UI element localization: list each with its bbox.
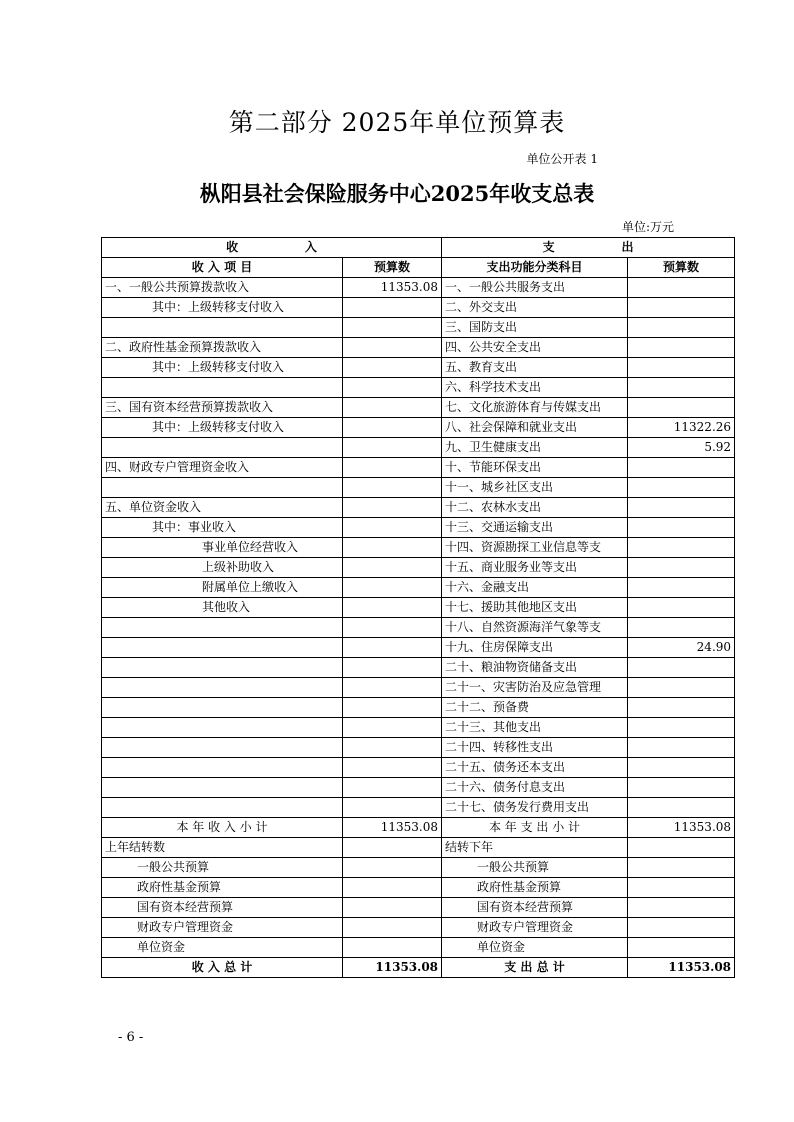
income-amount-cell [343, 438, 442, 458]
income-item-cell [102, 638, 343, 658]
table-row [102, 498, 735, 518]
expense-item-cell: 十九、住房保障支出 [442, 638, 628, 658]
expense-item-cell: 十三、交通运输支出 [442, 518, 628, 538]
table-title: 枞阳县社会保险服务中心2025年收支总表 [199, 181, 595, 206]
income-amount-cell [343, 298, 442, 318]
income-amount-cell [343, 758, 442, 778]
expense-item-cell: 十、节能环保支出 [442, 458, 628, 478]
income-amount-cell [343, 618, 442, 638]
table-row [102, 418, 735, 438]
income-amount-cell: 11353.08 [343, 278, 442, 298]
expense-carryover-cell: 结转下年 [442, 838, 628, 858]
income-amount-cell [343, 578, 442, 598]
income-item-cell [102, 618, 343, 638]
expense-carryover-cell: 财政专户管理资金 [442, 918, 628, 938]
expense-amount-cell [628, 398, 735, 418]
income-amount-cell [343, 718, 442, 738]
income-amount-header: 预算数 [343, 258, 442, 278]
income-item-cell [102, 798, 343, 818]
part-title: 第二部分 2025年单位预算表 [228, 108, 566, 137]
table-number: 单位公开表 1 [526, 152, 598, 166]
expense-carryover-cell: 单位资金 [442, 938, 628, 958]
income-item-cell [102, 658, 343, 678]
income-amount-cell [343, 738, 442, 758]
table-row [102, 298, 735, 318]
income-carryover-amount [343, 878, 442, 898]
expense-item-cell: 九、卫生健康支出 [442, 438, 628, 458]
income-header: 收 入 [102, 238, 442, 258]
table-row [102, 318, 735, 338]
carryover-row [102, 898, 735, 918]
income-item-cell [102, 438, 343, 458]
expense-item-cell: 七、文化旅游体育与传媒支出 [442, 398, 628, 418]
income-amount-cell [343, 678, 442, 698]
income-item-cell [102, 478, 343, 498]
table-row [102, 278, 735, 298]
expense-amount-cell [628, 298, 735, 318]
income-carryover-cell: 财政专户管理资金 [102, 918, 343, 938]
income-item-cell [102, 698, 343, 718]
expense-item-cell: 二十一、灾害防治及应急管理 [442, 678, 628, 698]
income-item-cell: 事业单位经营收入 [102, 538, 343, 558]
income-item-cell [102, 378, 343, 398]
budget-table [101, 237, 735, 978]
income-item-cell: 一、一般公共预算拨款收入 [102, 278, 343, 298]
expense-amount-cell [628, 278, 735, 298]
table-row [102, 778, 735, 798]
income-item-cell: 上级补助收入 [102, 558, 343, 578]
income-item-cell [102, 738, 343, 758]
income-amount-cell [343, 538, 442, 558]
expense-item-cell: 二十六、债务付息支出 [442, 778, 628, 798]
income-amount-cell [343, 698, 442, 718]
total-row [102, 958, 735, 978]
table-row [102, 798, 735, 818]
expense-carryover-cell: 国有资本经营预算 [442, 898, 628, 918]
table-row [102, 698, 735, 718]
expense-amount-cell [628, 758, 735, 778]
expense-amount-cell [628, 498, 735, 518]
expense-amount-cell [628, 478, 735, 498]
expense-carryover-amount [628, 858, 735, 878]
income-carryover-amount [343, 918, 442, 938]
expense-amount-cell [628, 738, 735, 758]
expense-carryover-amount [628, 918, 735, 938]
expense-total-label: 支 出 总 计 [442, 958, 628, 978]
expense-item-cell: 二十二、预备费 [442, 698, 628, 718]
carryover-row [102, 878, 735, 898]
expense-amount-cell: 24.90 [628, 638, 735, 658]
expense-amount-cell [628, 358, 735, 378]
expense-amount-cell [628, 618, 735, 638]
expense-subtotal-label: 本 年 支 出 小 计 [442, 818, 628, 838]
expense-amount-cell [628, 378, 735, 398]
income-amount-cell [343, 658, 442, 678]
expense-item-cell: 二十、粮油物资储备支出 [442, 658, 628, 678]
expense-amount-cell [628, 798, 735, 818]
income-amount-cell [343, 398, 442, 418]
table-row [102, 678, 735, 698]
expense-amount-cell [628, 558, 735, 578]
expense-amount-cell [628, 658, 735, 678]
income-carryover-cell: 政府性基金预算 [102, 878, 343, 898]
table-header-row [102, 238, 735, 258]
expense-carryover-cell: 政府性基金预算 [442, 878, 628, 898]
carryover-row [102, 938, 735, 958]
expense-item-cell: 十八、自然资源海洋气象等支 [442, 618, 628, 638]
expense-item-cell: 十六、金融支出 [442, 578, 628, 598]
expense-amount-cell [628, 338, 735, 358]
income-subtotal-label: 本 年 收 入 小 计 [102, 818, 343, 838]
income-item-cell: 其中：事业收入 [102, 518, 343, 538]
expense-amount-cell [628, 718, 735, 738]
income-item-cell [102, 758, 343, 778]
expense-item-cell: 十二、农林水支出 [442, 498, 628, 518]
income-amount-cell [343, 638, 442, 658]
income-carryover-cell: 单位资金 [102, 938, 343, 958]
expense-item-cell: 四、公共安全支出 [442, 338, 628, 358]
income-amount-cell [343, 498, 442, 518]
table-row [102, 458, 735, 478]
page-number: - 6 - [118, 1030, 144, 1045]
table-row [102, 738, 735, 758]
table-row [102, 518, 735, 538]
income-total-value: 11353.08 [343, 958, 442, 978]
income-carryover-cell: 一般公共预算 [102, 858, 343, 878]
income-item-cell: 其中：上级转移支付收入 [102, 358, 343, 378]
income-amount-cell [343, 378, 442, 398]
expense-amount-header: 预算数 [628, 258, 735, 278]
expense-item-cell: 二、外交支出 [442, 298, 628, 318]
expense-amount-cell [628, 318, 735, 338]
expense-amount-cell [628, 578, 735, 598]
income-item-cell [102, 318, 343, 338]
expense-item-cell: 二十五、债务还本支出 [442, 758, 628, 778]
expense-item-cell: 八、社会保障和就业支出 [442, 418, 628, 438]
table-row [102, 758, 735, 778]
table-row [102, 478, 735, 498]
income-carryover-cell: 国有资本经营预算 [102, 898, 343, 918]
expense-item-cell: 十一、城乡社区支出 [442, 478, 628, 498]
table-row [102, 358, 735, 378]
expense-amount-cell [628, 458, 735, 478]
expense-amount-cell: 5.92 [628, 438, 735, 458]
income-amount-cell [343, 478, 442, 498]
expense-item-cell: 五、教育支出 [442, 358, 628, 378]
table-row [102, 578, 735, 598]
income-item-cell: 四、财政专户管理资金收入 [102, 458, 343, 478]
table-row [102, 618, 735, 638]
income-subtotal-value: 11353.08 [343, 818, 442, 838]
expense-item-cell: 二十四、转移性支出 [442, 738, 628, 758]
table-row [102, 338, 735, 358]
income-item-cell: 其他收入 [102, 598, 343, 618]
table-subheader-row [102, 258, 735, 278]
income-carryover-amount [343, 858, 442, 878]
expense-amount-cell: 11322.26 [628, 418, 735, 438]
expense-item-header: 支出功能分类科目 [442, 258, 628, 278]
income-item-cell [102, 678, 343, 698]
income-amount-cell [343, 598, 442, 618]
expense-item-cell: 三、国防支出 [442, 318, 628, 338]
income-total-label: 收 入 总 计 [102, 958, 343, 978]
expense-amount-cell [628, 518, 735, 538]
expense-item-cell: 六、科学技术支出 [442, 378, 628, 398]
income-item-header: 收 入 项 目 [102, 258, 343, 278]
expense-amount-cell [628, 538, 735, 558]
table-row [102, 438, 735, 458]
income-amount-cell [343, 338, 442, 358]
income-carryover-cell: 上年结转数 [102, 838, 343, 858]
table-row [102, 658, 735, 678]
budget-table-body [102, 238, 735, 978]
income-item-cell: 附属单位上缴收入 [102, 578, 343, 598]
expense-item-cell: 十五、商业服务业等支出 [442, 558, 628, 578]
income-amount-cell [343, 778, 442, 798]
expense-item-cell: 二十三、其他支出 [442, 718, 628, 738]
expense-carryover-amount [628, 878, 735, 898]
table-row [102, 378, 735, 398]
expense-amount-cell [628, 598, 735, 618]
income-carryover-amount [343, 838, 442, 858]
income-amount-cell [343, 518, 442, 538]
income-amount-cell [343, 358, 442, 378]
subtotal-row [102, 818, 735, 838]
income-item-cell [102, 718, 343, 738]
expense-item-cell: 十七、援助其他地区支出 [442, 598, 628, 618]
table-row [102, 558, 735, 578]
expense-carryover-amount [628, 838, 735, 858]
expense-item-cell: 十四、资源勘探工业信息等支 [442, 538, 628, 558]
table-row [102, 538, 735, 558]
income-amount-cell [343, 318, 442, 338]
table-row [102, 598, 735, 618]
expense-total-value: 11353.08 [628, 958, 735, 978]
carryover-row [102, 838, 735, 858]
expense-header: 支 出 [442, 238, 735, 258]
income-item-cell [102, 778, 343, 798]
carryover-row [102, 858, 735, 878]
income-carryover-amount [343, 938, 442, 958]
expense-amount-cell [628, 678, 735, 698]
income-item-cell: 其中：上级转移支付收入 [102, 298, 343, 318]
expense-amount-cell [628, 778, 735, 798]
expense-amount-cell [628, 698, 735, 718]
income-amount-cell [343, 558, 442, 578]
table-row [102, 638, 735, 658]
table-row [102, 718, 735, 738]
unit-label: 单位:万元 [621, 220, 674, 234]
expense-carryover-amount [628, 938, 735, 958]
carryover-row [102, 918, 735, 938]
expense-carryover-cell: 一般公共预算 [442, 858, 628, 878]
income-carryover-amount [343, 898, 442, 918]
expense-item-cell: 二十七、债务发行费用支出 [442, 798, 628, 818]
expense-item-cell: 一、一般公共服务支出 [442, 278, 628, 298]
income-amount-cell [343, 418, 442, 438]
income-item-cell: 三、国有资本经营预算拨款收入 [102, 398, 343, 418]
income-item-cell: 五、单位资金收入 [102, 498, 343, 518]
expense-carryover-amount [628, 898, 735, 918]
income-item-cell: 二、政府性基金预算拨款收入 [102, 338, 343, 358]
income-amount-cell [343, 458, 442, 478]
income-amount-cell [343, 798, 442, 818]
expense-subtotal-value: 11353.08 [628, 818, 735, 838]
income-item-cell: 其中：上级转移支付收入 [102, 418, 343, 438]
table-row [102, 398, 735, 418]
